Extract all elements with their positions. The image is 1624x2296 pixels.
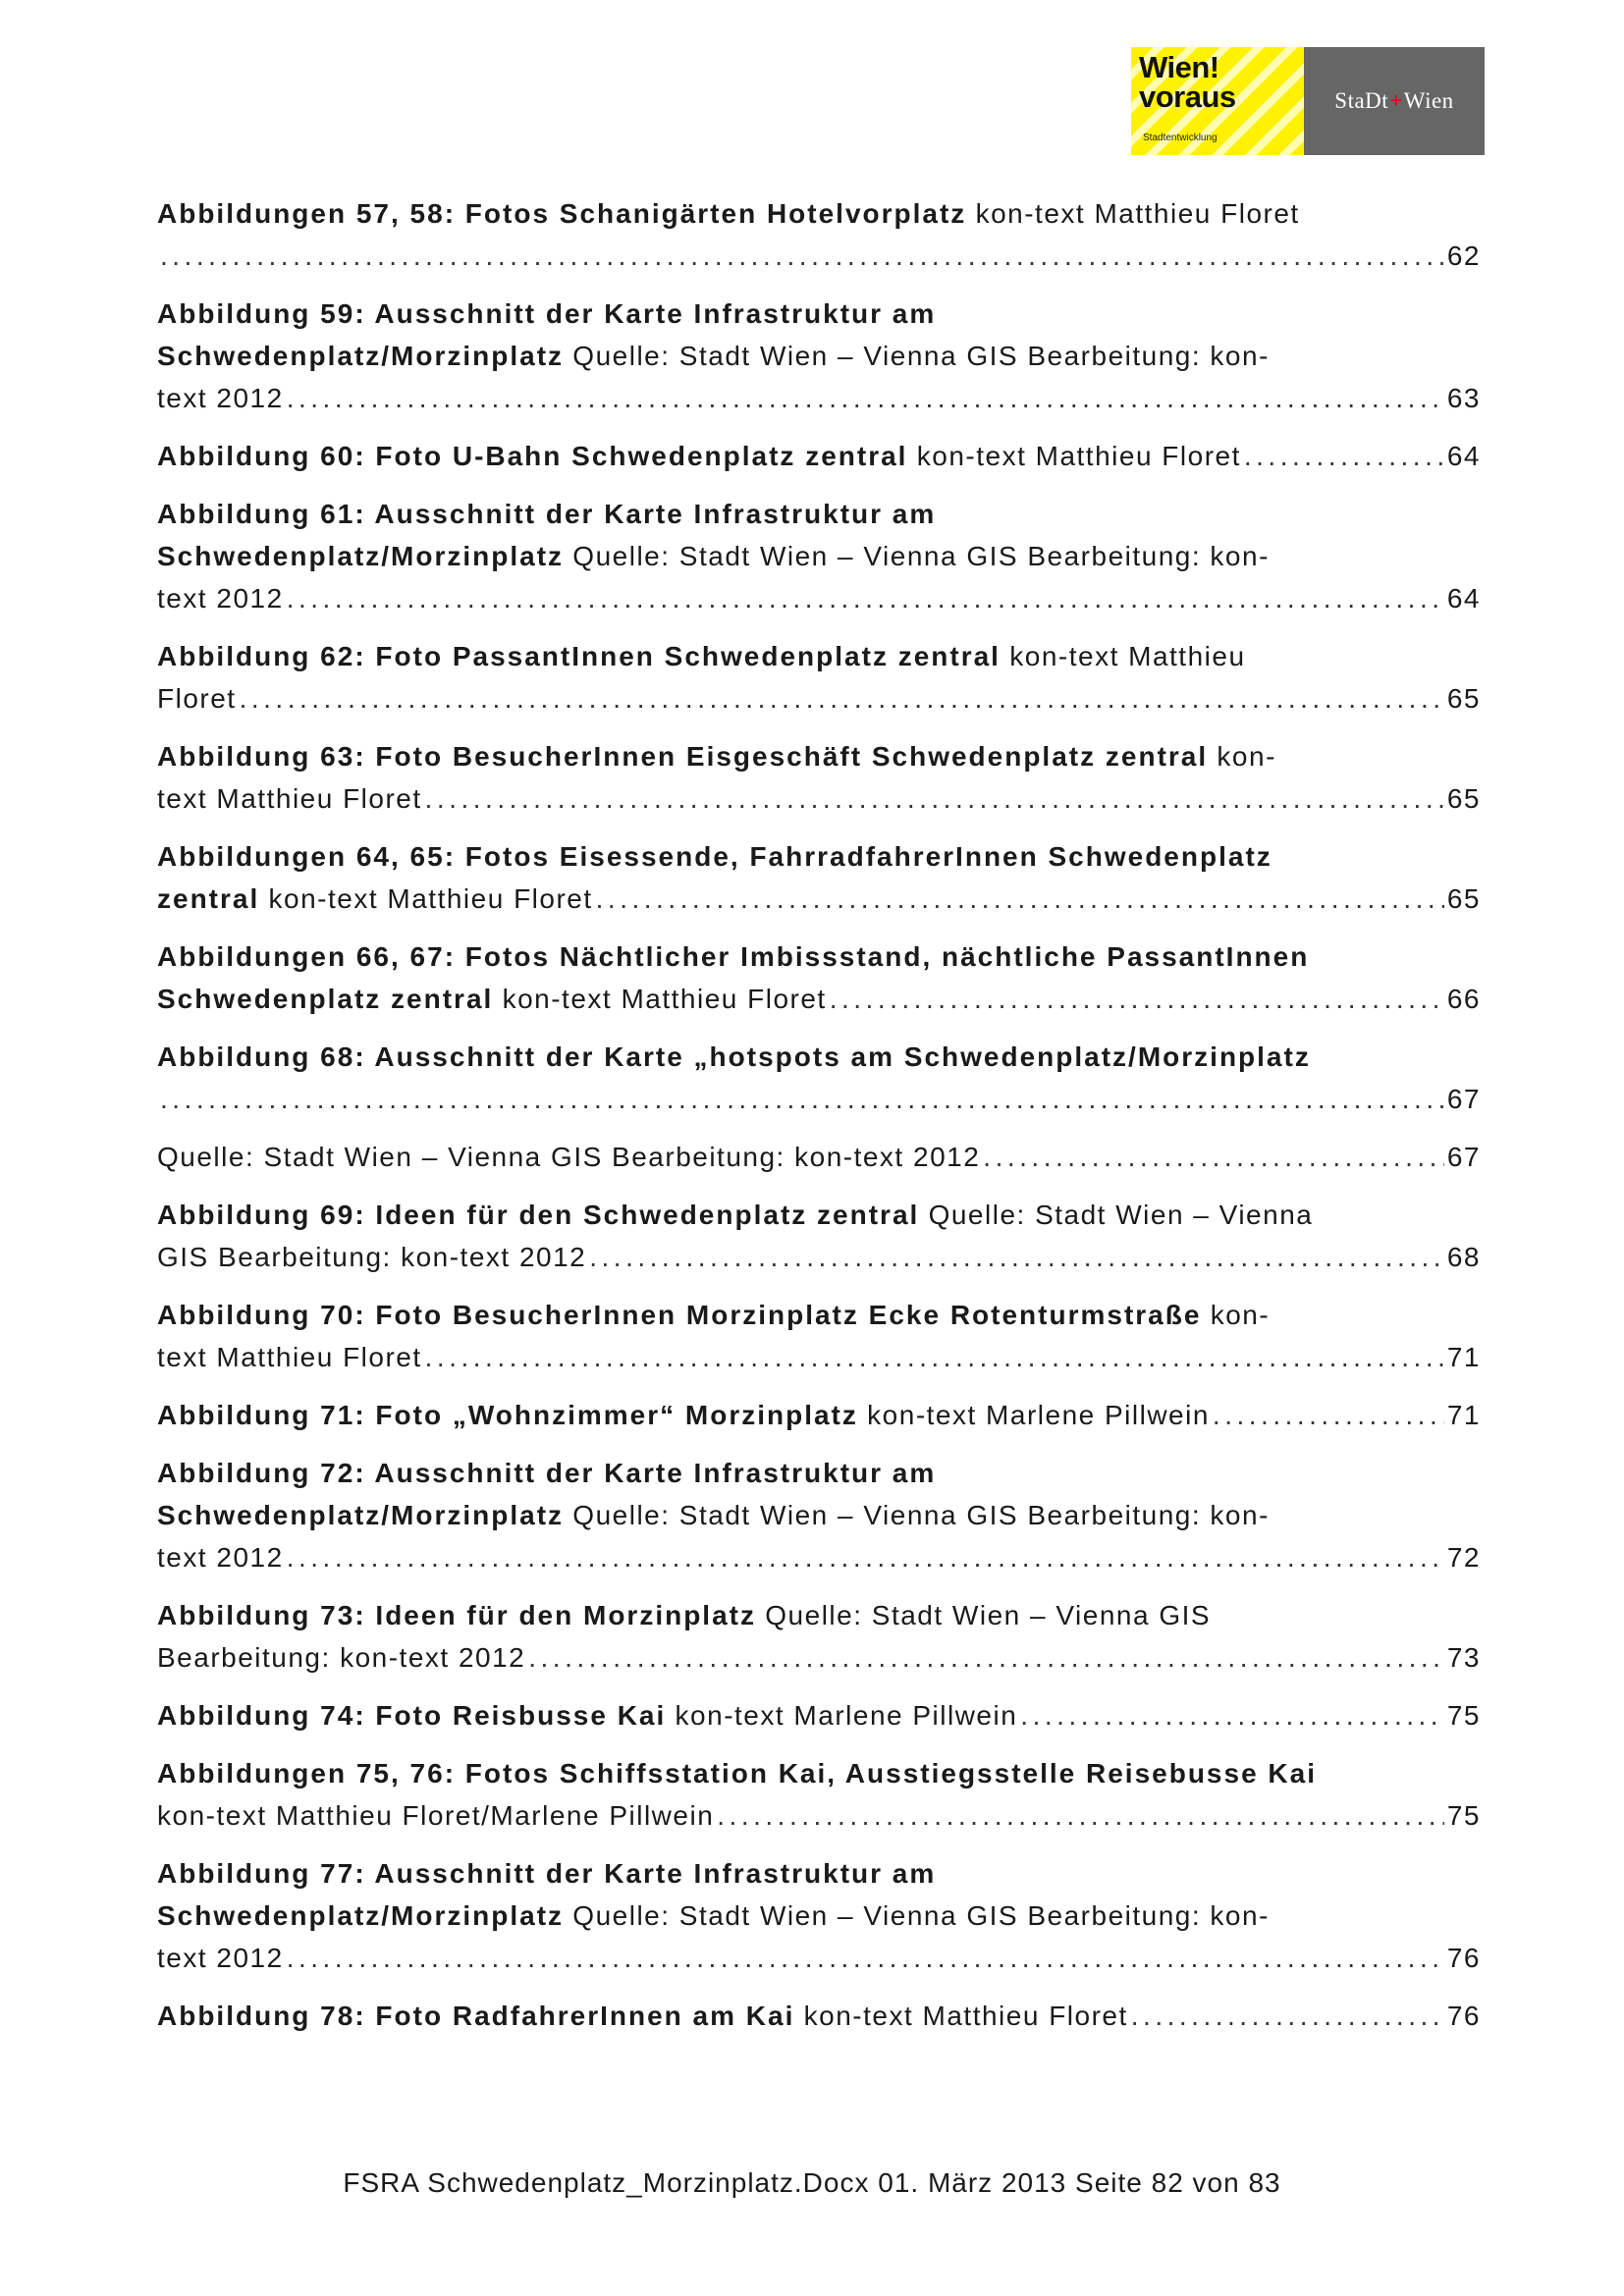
toc-entry-line — [157, 1294, 1481, 1336]
header-logos — [1131, 47, 1485, 155]
toc-entry-source: kon-text Matthieu Floret — [966, 198, 1300, 229]
dot-leader — [287, 1937, 1444, 1979]
toc-entry-text — [157, 341, 1270, 371]
toc-entry-text — [157, 841, 1272, 872]
toc-entry-title: Abbildungen 64, 65: Fotos Eisessende, FahrradfahrerInnen Schwedenplatz — [157, 841, 1272, 872]
toc-entry-text — [157, 541, 1270, 571]
dot-leader — [287, 577, 1444, 619]
toc-entry-line — [157, 1694, 1481, 1736]
toc-entry-source: kon- — [1201, 1300, 1271, 1330]
dot-leader — [425, 1336, 1444, 1378]
toc-entry-text — [157, 577, 284, 619]
toc-entry[interactable] — [157, 635, 1481, 720]
toc-entry-line — [157, 1394, 1481, 1436]
toc-entry-text — [157, 1500, 1270, 1530]
toc-entry-source: GIS Bearbeitung: kon-text 2012 — [157, 1242, 587, 1272]
toc-entry[interactable] — [157, 1995, 1481, 2037]
wien-logo-subtitle: Stadtentwicklung — [1143, 133, 1218, 143]
toc-entry-source: kon-text Matthieu Floret/Marlene Pillwein — [157, 1800, 715, 1831]
toc-page-number[interactable]: 75 — [1446, 1800, 1481, 1831]
toc-entry-line — [157, 1036, 1481, 1078]
toc-entry-line — [157, 978, 1481, 1020]
toc-entry-title: Abbildung 62: Foto PassantInnen Schwedenplatz zentral — [157, 641, 1001, 671]
toc-entry-text — [157, 298, 936, 329]
toc-page-number[interactable]: 62 — [1446, 240, 1481, 271]
toc-entry[interactable] — [157, 1194, 1481, 1278]
toc-entry-source: text 2012 — [157, 1542, 284, 1573]
dot-leader — [160, 1078, 1444, 1120]
toc-entry-line — [157, 1895, 1481, 1937]
toc-entry[interactable] — [157, 1136, 1481, 1178]
toc-entry-source: text 2012 — [157, 583, 284, 614]
dot-leader — [589, 1236, 1444, 1278]
toc-entry-line — [157, 493, 1481, 535]
toc-entry-text — [157, 741, 1276, 772]
toc-entry-line — [157, 1794, 1481, 1837]
toc-entry-line — [157, 1078, 1481, 1120]
toc-entry-source: kon-text Matthieu — [1000, 641, 1246, 671]
wien-voraus-logo — [1131, 47, 1304, 155]
toc-entry-text — [157, 1136, 980, 1178]
toc-entry-source: kon-text Matthieu Floret — [493, 984, 827, 1014]
toc-entry-source: Quelle: Stadt Wien – Vienna — [919, 1200, 1314, 1230]
toc-entry-source: kon-text Matthieu Floret — [259, 883, 593, 914]
toc-entry-line — [157, 1995, 1481, 2037]
toc-entry-text — [157, 1236, 586, 1278]
toc-entry-line — [157, 192, 1481, 235]
dot-leader — [717, 1794, 1444, 1837]
toc-entry-title: Abbildung 71: Foto „Wohnzimmer“ Morzinplatz — [157, 1400, 858, 1430]
toc-page-number[interactable]: 76 — [1446, 1943, 1481, 1973]
toc-entry-text — [157, 1458, 936, 1488]
toc-entry[interactable] — [157, 1594, 1481, 1679]
toc-entry[interactable] — [157, 1752, 1481, 1837]
dot-leader — [425, 777, 1444, 820]
toc-page-number[interactable]: 68 — [1446, 1242, 1481, 1272]
toc-page-number[interactable]: 67 — [1446, 1142, 1481, 1172]
dot-leader — [1244, 435, 1444, 477]
toc-entry-source: kon-text Matthieu Floret — [907, 441, 1241, 471]
toc-entry-text — [157, 1300, 1270, 1330]
toc-entry-text — [157, 1794, 714, 1837]
toc-entry-text — [157, 978, 827, 1020]
toc-entry[interactable] — [157, 1294, 1481, 1378]
toc-entry[interactable] — [157, 735, 1481, 820]
toc-entry-title: Abbildungen 57, 58: Fotos Schanigärten Hotelvorplatz — [157, 198, 967, 229]
toc-entry-source: Quelle: Stadt Wien – Vienna GIS — [756, 1600, 1212, 1630]
toc-page-number[interactable]: 65 — [1446, 783, 1481, 814]
toc-entry-line — [157, 1336, 1481, 1378]
toc-entry-line — [157, 1636, 1481, 1679]
toc-entry-line — [157, 835, 1481, 878]
toc-entry-title: Abbildung 72: Ausschnitt der Karte Infrastruktur am — [157, 1458, 937, 1488]
dot-leader — [983, 1136, 1444, 1178]
toc-entry-text — [157, 1937, 284, 1979]
wien-logo-line2: voraus — [1139, 80, 1236, 114]
toc-entry[interactable] — [157, 1694, 1481, 1736]
toc-entry-text — [157, 1600, 1211, 1630]
toc-entry[interactable] — [157, 1394, 1481, 1436]
dot-leader — [1131, 1995, 1444, 2037]
toc-entry-source: kon-text Matthieu Floret — [794, 2001, 1128, 2031]
toc-entry-line — [157, 435, 1481, 477]
toc-entry[interactable] — [157, 293, 1481, 419]
toc-page-number[interactable]: 73 — [1446, 1642, 1481, 1673]
toc-entry-text — [157, 1858, 936, 1889]
toc-entry-title: Schwedenplatz/Morzinplatz — [157, 541, 565, 571]
toc-entry-line — [157, 735, 1481, 777]
toc-entry-source: text 2012 — [157, 1943, 284, 1973]
toc-entry-line — [157, 1136, 1481, 1178]
toc-entry-text — [157, 1336, 422, 1378]
toc-entry-title: Schwedenplatz/Morzinplatz — [157, 1500, 565, 1530]
toc-entry-line — [157, 677, 1481, 720]
toc-entry-text — [157, 878, 593, 920]
table-of-figures — [157, 192, 1481, 2053]
stadt-wien-logo — [1304, 47, 1485, 155]
toc-entry-source: Floret — [157, 683, 237, 714]
toc-entry-title: Abbildung 70: Foto BesucherInnen Morzinplatz Ecke Rotenturmstraße — [157, 1300, 1202, 1330]
toc-entry[interactable] — [157, 835, 1481, 920]
toc-entry-title: Abbildung 68: Ausschnitt der Karte „hotspots am Schwedenplatz/Morzinplatz — [157, 1041, 1311, 1072]
toc-entry-title: Abbildung 59: Ausschnitt der Karte Infrastruktur am — [157, 298, 937, 329]
toc-entry-title: Schwedenplatz zentral — [157, 984, 494, 1014]
toc-entry-text — [157, 435, 1241, 477]
toc-page-number[interactable]: 75 — [1446, 1700, 1481, 1731]
toc-entry-text — [157, 1636, 525, 1679]
toc-entry-source: text 2012 — [157, 383, 284, 413]
toc-entry-text — [157, 1200, 1313, 1230]
toc-entry-text — [157, 1536, 284, 1578]
toc-entry[interactable] — [157, 435, 1481, 477]
dot-leader — [830, 978, 1444, 1020]
stadt-logo-left: StaDt — [1334, 88, 1389, 113]
toc-page-number[interactable]: 64 — [1446, 583, 1481, 614]
toc-entry-text — [157, 777, 422, 820]
toc-page-number[interactable]: 71 — [1446, 1400, 1481, 1430]
toc-entry[interactable] — [157, 1036, 1481, 1120]
toc-entry-line — [157, 535, 1481, 577]
toc-entry-title: Schwedenplatz/Morzinplatz — [157, 1900, 565, 1931]
toc-entry-text — [157, 1758, 1317, 1789]
toc-page-number[interactable]: 67 — [1446, 1084, 1481, 1114]
toc-entry-title: Abbildung 77: Ausschnitt der Karte Infrastruktur am — [157, 1858, 937, 1889]
dot-leader — [287, 1536, 1444, 1578]
toc-page-number[interactable]: 66 — [1446, 984, 1481, 1014]
toc-entry[interactable] — [157, 1852, 1481, 1979]
toc-entry-source: kon-text Marlene Pillwein — [857, 1400, 1210, 1430]
toc-entry-line — [157, 1594, 1481, 1636]
dot-leader — [287, 377, 1444, 419]
toc-page-number[interactable]: 76 — [1446, 2001, 1481, 2031]
page-footer: FSRA Schwedenplatz_Morzinplatz.Docx 01. März 2013 Seite 82 von 83 — [343, 2167, 1281, 2198]
toc-entry-title: Abbildung 61: Ausschnitt der Karte Infrastruktur am — [157, 499, 937, 529]
toc-entry-line — [157, 777, 1481, 820]
toc-entry[interactable] — [157, 192, 1481, 277]
toc-entry[interactable] — [157, 935, 1481, 1020]
toc-entry-text — [157, 1394, 1210, 1436]
toc-page-number[interactable]: 64 — [1446, 441, 1481, 471]
toc-entry-text — [157, 377, 284, 419]
toc-entry-title: Abbildungen 66, 67: Fotos Nächtlicher Imbissstand, nächtliche PassantInnen — [157, 941, 1310, 972]
toc-entry-line — [157, 1194, 1481, 1236]
stadt-logo-cross: + — [1389, 88, 1403, 113]
toc-entry[interactable] — [157, 1452, 1481, 1578]
toc-entry-text — [157, 499, 936, 529]
toc-entry-text — [157, 641, 1246, 671]
toc-entry-line — [157, 878, 1481, 920]
dot-leader — [1213, 1394, 1444, 1436]
dot-leader — [528, 1636, 1444, 1679]
toc-entry-line — [157, 1452, 1481, 1494]
toc-entry-source: Quelle: Stadt Wien – Vienna GIS Bearbeitung: kon-text 2012 — [157, 1142, 981, 1172]
toc-entry-line — [157, 235, 1481, 277]
toc-entry[interactable] — [157, 493, 1481, 619]
toc-entry-line — [157, 577, 1481, 619]
toc-entry-text — [157, 1995, 1128, 2037]
toc-entry-title: Abbildung 60: Foto U-Bahn Schwedenplatz zentral — [157, 441, 908, 471]
toc-entry-source: Quelle: Stadt Wien – Vienna GIS Bearbeitung: kon- — [564, 1900, 1270, 1931]
toc-page-number[interactable]: 72 — [1446, 1542, 1481, 1573]
toc-entry-text — [157, 941, 1309, 972]
toc-entry-text — [157, 677, 237, 720]
dot-leader — [1020, 1694, 1444, 1736]
toc-entry-line — [157, 1536, 1481, 1578]
toc-entry-text — [157, 1900, 1270, 1931]
dot-leader — [596, 878, 1444, 920]
dot-leader — [160, 235, 1444, 277]
wien-logo-line1: Wien! — [1139, 50, 1219, 84]
toc-entry-title: Abbildungen 75, 76: Fotos Schiffsstation Kai, Ausstiegsstelle Reisebusse Kai — [157, 1758, 1317, 1789]
toc-entry-line — [157, 1494, 1481, 1536]
toc-entry-source: Bearbeitung: kon-text 2012 — [157, 1642, 526, 1673]
toc-entry-text — [157, 1041, 1311, 1072]
toc-entry-source: Quelle: Stadt Wien – Vienna GIS Bearbeitung: kon- — [564, 541, 1270, 571]
toc-entry-title: Abbildung 78: Foto RadfahrerInnen am Kai — [157, 2001, 795, 2031]
dot-leader — [240, 677, 1444, 720]
toc-entry-source: text Matthieu Floret — [157, 783, 422, 814]
toc-entry-title: Schwedenplatz/Morzinplatz — [157, 341, 565, 371]
toc-entry-line — [157, 635, 1481, 677]
toc-page-number[interactable]: 71 — [1446, 1342, 1481, 1372]
toc-page-number[interactable]: 63 — [1446, 383, 1481, 413]
toc-entry-source: Quelle: Stadt Wien – Vienna GIS Bearbeitung: kon- — [564, 1500, 1270, 1530]
toc-entry-text — [157, 1694, 1017, 1736]
toc-entry-source: kon- — [1208, 741, 1276, 772]
toc-entry-title: Abbildung 74: Foto Reisbusse Kai — [157, 1700, 667, 1731]
toc-entry-source: text Matthieu Floret — [157, 1342, 422, 1372]
toc-entry-title: Abbildung 73: Ideen für den Morzinplatz — [157, 1600, 756, 1630]
toc-entry-line — [157, 293, 1481, 335]
toc-entry-line — [157, 1852, 1481, 1895]
toc-entry-title: zentral — [157, 883, 260, 914]
toc-page-number[interactable]: 65 — [1446, 683, 1481, 714]
toc-entry-title: Abbildung 69: Ideen für den Schwedenplatz zentral — [157, 1200, 920, 1230]
toc-entry-title: Abbildung 63: Foto BesucherInnen Eisgeschäft Schwedenplatz zentral — [157, 741, 1209, 772]
toc-entry-line — [157, 1236, 1481, 1278]
toc-entry-source: Quelle: Stadt Wien – Vienna GIS Bearbeitung: kon- — [564, 341, 1270, 371]
toc-entry-line — [157, 335, 1481, 377]
toc-entry-source: kon-text Marlene Pillwein — [666, 1700, 1018, 1731]
toc-entry-line — [157, 1752, 1481, 1794]
toc-entry-line — [157, 377, 1481, 419]
stadt-logo-right: Wien — [1403, 88, 1454, 113]
toc-entry-line — [157, 935, 1481, 978]
toc-page-number[interactable]: 65 — [1446, 883, 1481, 914]
toc-entry-text — [157, 198, 1300, 229]
toc-entry-line — [157, 1937, 1481, 1979]
